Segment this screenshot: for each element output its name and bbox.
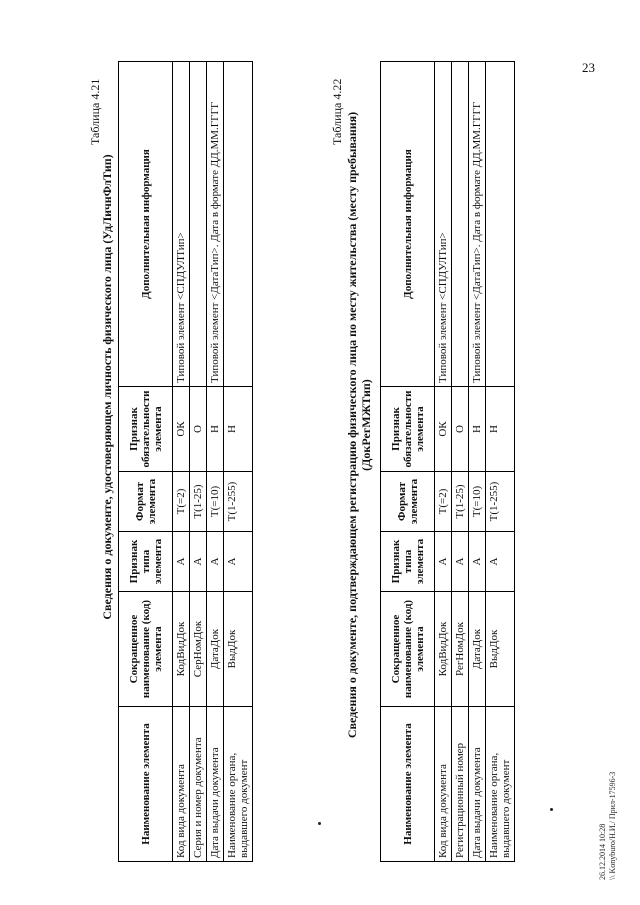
cell-name: Код вида документа	[173, 707, 190, 862]
header-type: Признак типа элемента	[381, 532, 435, 592]
cell-code: КодВидДок	[173, 592, 190, 707]
header-format: Формат элемента	[381, 472, 435, 532]
cell-required: Н	[486, 387, 515, 472]
cell-type: А	[173, 532, 190, 592]
cell-format: T(=10)	[207, 472, 224, 532]
cell-name: Серия и номер документа	[190, 707, 207, 862]
cell-format: T(1-25)	[452, 472, 469, 532]
cell-format: T(1-255)	[224, 472, 253, 532]
cell-code: ДатаДок	[469, 592, 486, 707]
scan-mark	[550, 808, 553, 811]
cell-type: А	[486, 532, 515, 592]
cell-required: Н	[469, 387, 486, 472]
page-number: 23	[582, 60, 595, 75]
table-row	[173, 62, 190, 862]
header-element-name: Наименование элемента	[381, 707, 435, 862]
cell-info: Типовой элемент <СПДУЛТип>	[173, 62, 190, 387]
cell-info: Типовой элемент <ДатаТип>. Дата в формате ДД.ММ.ГГГГ	[469, 62, 486, 387]
cell-name: Код вида документа	[435, 707, 452, 862]
table-row	[486, 62, 515, 862]
header-short-name: Сокращенное наименование (код) элемента	[381, 592, 435, 707]
header-required: Признак обязательности элемента	[381, 387, 435, 472]
table1-header-row	[119, 62, 173, 862]
footer-stamp	[598, 772, 618, 880]
cell-info	[190, 62, 207, 387]
cell-name: Регистрационный номер	[452, 707, 469, 862]
table2	[380, 61, 515, 862]
cell-name: Наименование органа, выдавшего документ	[224, 707, 253, 862]
cell-code: СерНомДок	[190, 592, 207, 707]
table-row	[452, 62, 469, 862]
table2-header-row	[381, 62, 435, 862]
table-row	[469, 62, 486, 862]
cell-format: T(=10)	[469, 472, 486, 532]
cell-name: Наименование органа, выдавшего документ	[486, 707, 515, 862]
table1-caption: Таблица 4.21	[88, 78, 102, 145]
cell-required: Н	[207, 387, 224, 472]
table1-title: Сведения о документе, удостоверяющем личность физического лица (УдЛичнФлТип)	[100, 154, 114, 620]
table-row	[190, 62, 207, 862]
header-extra-info: Дополнительная информация	[119, 62, 173, 387]
cell-type: А	[224, 532, 253, 592]
cell-code: КодВидДок	[435, 592, 452, 707]
header-extra-info: Дополнительная информация	[381, 62, 435, 387]
header-short-name: Сокращенное наименование (код) элемента	[119, 592, 173, 707]
cell-code: ВыдДок	[486, 592, 515, 707]
footer-date: 26.12.2014 10:28	[598, 823, 607, 880]
table1	[118, 61, 253, 862]
cell-format: T(1-25)	[190, 472, 207, 532]
header-element-name: Наименование элемента	[119, 707, 173, 862]
cell-code: РегНомДок	[452, 592, 469, 707]
cell-required: О	[190, 387, 207, 472]
header-required: Признак обязательности элемента	[119, 387, 173, 472]
cell-format: T(=2)	[173, 472, 190, 532]
header-format: Формат элемента	[119, 472, 173, 532]
cell-format: T(=2)	[435, 472, 452, 532]
footer-path: \\ Konyburo/Н.И./ Прил-17596-3	[608, 771, 617, 880]
table2-wrapper	[380, 61, 515, 862]
cell-required: О	[452, 387, 469, 472]
cell-info: Типовой элемент <СПДУЛТип>	[435, 62, 452, 387]
cell-type: А	[452, 532, 469, 592]
cell-type: А	[190, 532, 207, 592]
cell-format: T(1-255)	[486, 472, 515, 532]
cell-type: А	[469, 532, 486, 592]
table-row	[435, 62, 452, 862]
table1-wrapper	[118, 61, 253, 862]
cell-type: А	[435, 532, 452, 592]
cell-required: ОК	[173, 387, 190, 472]
cell-info	[486, 62, 515, 387]
cell-name: Дата выдачи документа	[469, 707, 486, 862]
cell-info	[452, 62, 469, 387]
table2-caption: Таблица 4.22	[330, 78, 344, 145]
cell-code: ДатаДок	[207, 592, 224, 707]
cell-info: Типовой элемент <ДатаТип>. Дата в формате ДД.ММ.ГГГГ	[207, 62, 224, 387]
cell-info	[224, 62, 253, 387]
header-type: Признак типа элемента	[119, 532, 173, 592]
table-row	[224, 62, 253, 862]
table2-title: Сведения о документе, подтверждающем регистрацию физического лица по месту жительства (месту пребывания) (ДокРегМЖТип)	[345, 111, 373, 739]
cell-name: Дата выдачи документа	[207, 707, 224, 862]
cell-required: ОК	[435, 387, 452, 472]
scan-mark	[318, 822, 321, 825]
cell-type: А	[207, 532, 224, 592]
table-row	[207, 62, 224, 862]
cell-required: Н	[224, 387, 253, 472]
cell-code: ВыдДок	[224, 592, 253, 707]
